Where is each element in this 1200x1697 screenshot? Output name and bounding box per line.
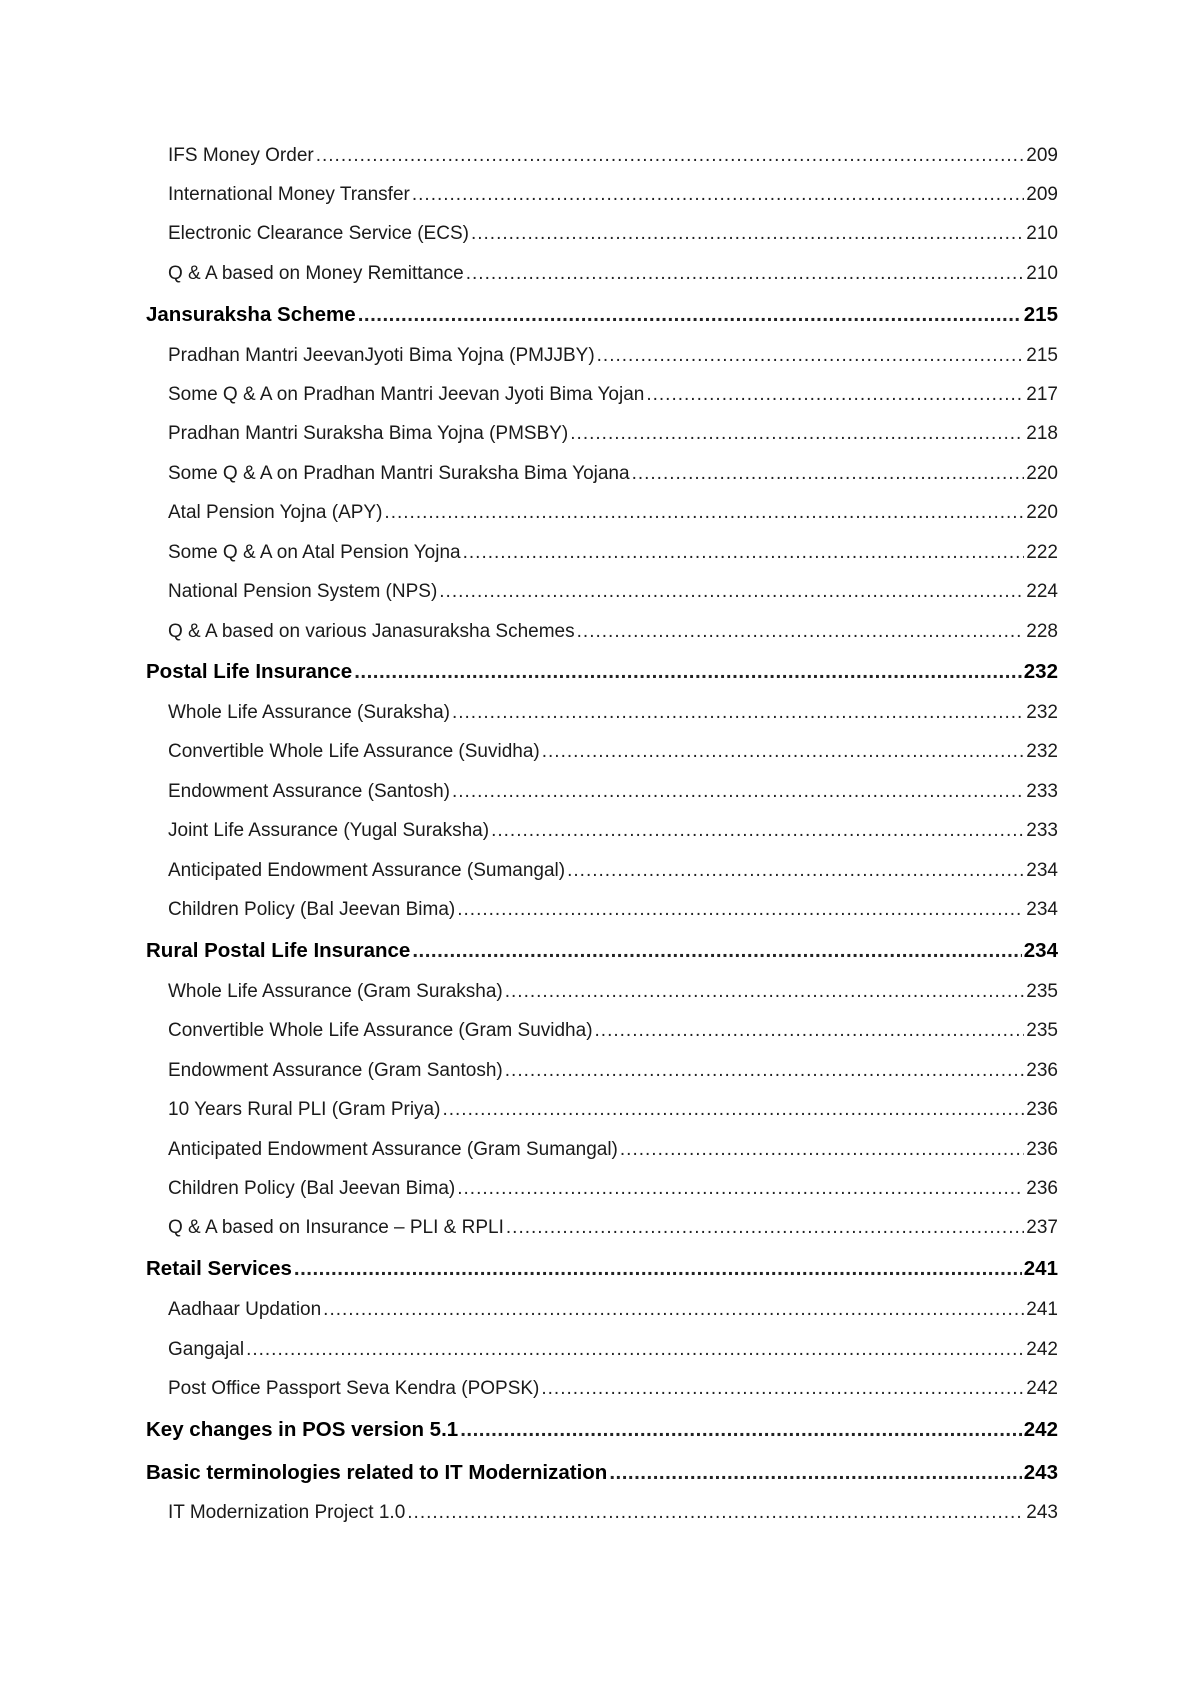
toc-entry-title: Rural Postal Life Insurance xyxy=(146,939,411,962)
toc-entry-page-number: 222 xyxy=(1026,542,1058,563)
dot-leader xyxy=(595,1020,1025,1042)
toc-subsection-entry[interactable] xyxy=(168,463,1058,485)
toc-subsection-entry[interactable] xyxy=(168,1060,1058,1082)
toc-subsection-entry[interactable] xyxy=(168,860,1058,882)
toc-entry-title: Whole Life Assurance (Suraksha) xyxy=(168,702,450,723)
toc-entry-page-number: 228 xyxy=(1026,621,1058,642)
toc-entry-title: 10 Years Rural PLI (Gram Priya) xyxy=(168,1099,441,1120)
dot-leader xyxy=(570,423,1024,445)
toc-entry-page-number: 224 xyxy=(1026,581,1058,602)
dot-leader xyxy=(412,184,1024,206)
toc-entry-title: Jansuraksha Scheme xyxy=(146,303,356,326)
toc-entry-title: Postal Life Insurance xyxy=(146,660,353,683)
toc-section-entry[interactable] xyxy=(146,303,1058,327)
toc-entry-title: Pradhan Mantri Suraksha Bima Yojna (PMSBY) xyxy=(168,423,569,444)
toc-subsection-entry[interactable] xyxy=(168,223,1058,245)
toc-entry-title: Children Policy (Bal Jeevan Bima) xyxy=(168,899,456,920)
toc-entry-title: Whole Life Assurance (Gram Suraksha) xyxy=(168,981,503,1002)
toc-entry-title: Basic terminologies related to IT Modernization xyxy=(146,1461,608,1484)
toc-entry-title: Q & A based on various Janasuraksha Schemes xyxy=(168,621,575,642)
toc-entry-page-number: 242 xyxy=(1023,1418,1058,1441)
toc-entry-page-number: 234 xyxy=(1026,899,1058,920)
toc-subsection-entry[interactable] xyxy=(168,384,1058,406)
dot-leader xyxy=(542,741,1025,763)
toc-entry-page-number: 242 xyxy=(1026,1378,1058,1399)
toc-subsection-entry[interactable] xyxy=(168,702,1058,724)
dot-leader xyxy=(632,463,1025,485)
dot-leader xyxy=(541,1378,1024,1400)
toc-entry-page-number: 234 xyxy=(1026,860,1058,881)
toc-entry-page-number: 241 xyxy=(1026,1299,1058,1320)
dot-leader xyxy=(460,1418,1022,1442)
toc-entry-page-number: 243 xyxy=(1023,1461,1058,1484)
toc-subsection-entry[interactable] xyxy=(168,263,1058,285)
toc-subsection-entry[interactable] xyxy=(168,1299,1058,1321)
toc-entry-page-number: 235 xyxy=(1026,981,1058,1002)
toc-entry-page-number: 241 xyxy=(1023,1257,1058,1280)
toc-entry-page-number: 236 xyxy=(1026,1060,1058,1081)
dot-leader xyxy=(323,1299,1024,1321)
toc-subsection-entry[interactable] xyxy=(168,981,1058,1003)
dot-leader xyxy=(412,939,1021,963)
dot-leader xyxy=(609,1461,1021,1485)
toc-entry-title: Endowment Assurance (Santosh) xyxy=(168,781,450,802)
toc-entry-page-number: 234 xyxy=(1023,939,1058,962)
dot-leader xyxy=(646,384,1024,406)
toc-section-entry[interactable] xyxy=(146,1418,1058,1442)
dot-leader xyxy=(457,899,1024,921)
dot-leader xyxy=(452,702,1024,724)
toc-entry-title: Q & A based on Money Remittance xyxy=(168,263,464,284)
dot-leader xyxy=(466,263,1025,285)
dot-leader xyxy=(354,660,1022,684)
toc-subsection-entry[interactable] xyxy=(168,899,1058,921)
toc-entry-title: Some Q & A on Pradhan Mantri Suraksha Bima Yojana xyxy=(168,463,630,484)
toc-entry-title: Aadhaar Updation xyxy=(168,1299,322,1320)
toc-entry-title: National Pension System (NPS) xyxy=(168,581,438,602)
dot-leader xyxy=(506,1217,1024,1239)
toc-entry-page-number: 236 xyxy=(1026,1139,1058,1160)
toc-subsection-entry[interactable] xyxy=(168,345,1058,367)
toc-entry-page-number: 235 xyxy=(1026,1020,1058,1041)
toc-entry-page-number: 210 xyxy=(1026,263,1058,284)
dot-leader xyxy=(567,860,1024,882)
toc-entry-title: Convertible Whole Life Assurance (Gram Suvidha) xyxy=(168,1020,593,1041)
toc-entry-title: Atal Pension Yojna (APY) xyxy=(168,502,383,523)
toc-entry-page-number: 209 xyxy=(1026,184,1058,205)
toc-subsection-entry[interactable] xyxy=(168,581,1058,603)
toc-entry-title: Post Office Passport Seva Kendra (POPSK) xyxy=(168,1378,540,1399)
toc-entry-title: Electronic Clearance Service (ECS) xyxy=(168,223,469,244)
toc-entry-page-number: 237 xyxy=(1026,1217,1058,1238)
toc-subsection-entry[interactable] xyxy=(168,741,1058,763)
toc-section-entry[interactable] xyxy=(146,939,1058,963)
toc-subsection-entry[interactable] xyxy=(168,502,1058,524)
toc-subsection-entry[interactable] xyxy=(168,145,1058,167)
dot-leader xyxy=(384,502,1024,524)
toc-entry-page-number: 210 xyxy=(1026,223,1058,244)
dot-leader xyxy=(577,621,1025,643)
toc-entry-page-number: 232 xyxy=(1023,660,1058,683)
dot-leader xyxy=(471,223,1024,245)
toc-subsection-entry[interactable] xyxy=(168,1020,1058,1042)
toc-subsection-entry[interactable] xyxy=(168,1339,1058,1361)
toc-entry-page-number: 215 xyxy=(1026,345,1058,366)
dot-leader xyxy=(246,1339,1024,1361)
toc-subsection-entry[interactable] xyxy=(168,621,1058,643)
toc-subsection-entry[interactable] xyxy=(168,1502,1058,1524)
toc-section-entry[interactable] xyxy=(146,1257,1058,1281)
toc-entry-title: Gangajal xyxy=(168,1339,245,1360)
toc-entry-page-number: 209 xyxy=(1026,145,1058,166)
dot-leader xyxy=(358,303,1022,327)
toc-entry-page-number: 220 xyxy=(1026,502,1058,523)
toc-subsection-entry[interactable] xyxy=(168,820,1058,842)
dot-leader xyxy=(505,1060,1025,1082)
toc-entry-page-number: 232 xyxy=(1026,741,1058,762)
dot-leader xyxy=(491,820,1024,842)
toc-entry-page-number: 218 xyxy=(1026,423,1058,444)
toc-entry-title: IT Modernization Project 1.0 xyxy=(168,1502,406,1523)
dot-leader xyxy=(620,1139,1024,1161)
toc-subsection-entry[interactable] xyxy=(168,1217,1058,1239)
dot-leader xyxy=(439,581,1024,603)
toc-entry-title: Some Q & A on Atal Pension Yojna xyxy=(168,542,461,563)
toc-subsection-entry[interactable] xyxy=(168,423,1058,445)
dot-leader xyxy=(442,1099,1024,1121)
toc-entry-title: International Money Transfer xyxy=(168,184,410,205)
dot-leader xyxy=(463,542,1025,564)
toc-subsection-entry[interactable] xyxy=(168,1139,1058,1161)
toc-entry-title: Q & A based on Insurance – PLI & RPLI xyxy=(168,1217,504,1238)
toc-subsection-entry[interactable] xyxy=(168,184,1058,206)
toc-entry-title: IFS Money Order xyxy=(168,145,314,166)
dot-leader xyxy=(452,781,1024,803)
toc-section-entry[interactable] xyxy=(146,1461,1058,1485)
toc-subsection-entry[interactable] xyxy=(168,1378,1058,1400)
toc-entry-title: Endowment Assurance (Gram Santosh) xyxy=(168,1060,503,1081)
toc-entry-page-number: 242 xyxy=(1026,1339,1058,1360)
toc-entry-title: Children Policy (Bal Jeevan Bima) xyxy=(168,1178,456,1199)
toc-entry-title: Pradhan Mantri JeevanJyoti Bima Yojna (PMJJBY) xyxy=(168,345,595,366)
toc-entry-title: Retail Services xyxy=(146,1257,292,1280)
dot-leader xyxy=(457,1178,1024,1200)
toc-entry-page-number: 236 xyxy=(1026,1178,1058,1199)
toc-subsection-entry[interactable] xyxy=(168,542,1058,564)
toc-entry-title: Anticipated Endowment Assurance (Gram Sumangal) xyxy=(168,1139,618,1160)
toc-entry-page-number: 217 xyxy=(1026,384,1058,405)
dot-leader xyxy=(294,1257,1022,1281)
toc-subsection-entry[interactable] xyxy=(168,781,1058,803)
dot-leader xyxy=(407,1502,1024,1524)
toc-section-entry[interactable] xyxy=(146,660,1058,684)
toc-entry-page-number: 215 xyxy=(1023,303,1058,326)
dot-leader xyxy=(505,981,1025,1003)
toc-entry-page-number: 243 xyxy=(1026,1502,1058,1523)
toc-entry-page-number: 232 xyxy=(1026,702,1058,723)
toc-subsection-entry[interactable] xyxy=(168,1099,1058,1121)
toc-entry-title: Anticipated Endowment Assurance (Sumangal) xyxy=(168,860,566,881)
dot-leader xyxy=(597,345,1025,367)
toc-entry-page-number: 220 xyxy=(1026,463,1058,484)
toc-entry-title: Some Q & A on Pradhan Mantri Jeevan Jyoti Bima Yojan xyxy=(168,384,645,405)
toc-entry-title: Convertible Whole Life Assurance (Suvidha) xyxy=(168,741,540,762)
toc-entry-page-number: 233 xyxy=(1026,781,1058,802)
dot-leader xyxy=(316,145,1025,167)
toc-entry-page-number: 233 xyxy=(1026,820,1058,841)
toc-entry-page-number: 236 xyxy=(1026,1099,1058,1120)
toc-entry-title: Joint Life Assurance (Yugal Suraksha) xyxy=(168,820,490,841)
toc-subsection-entry[interactable] xyxy=(168,1178,1058,1200)
toc-entry-title: Key changes in POS version 5.1 xyxy=(146,1418,459,1441)
